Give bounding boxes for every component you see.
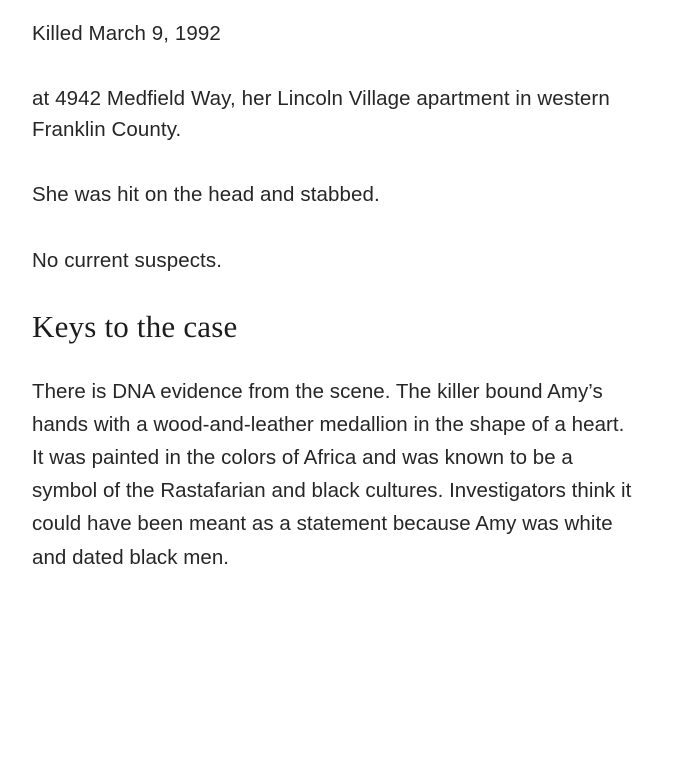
section-heading-keys-to-the-case: Keys to the case (32, 308, 238, 344)
paragraph-killed-date: Killed March 9, 1992 (32, 22, 221, 45)
paragraph-suspects: No current suspects. (32, 248, 222, 272)
paragraph-location: at 4942 Medfield Way, her Lincoln Village apartment in western Franklin County. (32, 87, 610, 142)
paragraph-cause-of-death: She was hit on the head and stabbed. (32, 183, 380, 207)
paragraph-case-details: There is DNA evidence from the scene. The killer bound Amy’s hands with a wood-and-leather medallion in the shape of a heart. It was painted in the colors of Africa and was known to be a symbol of the Rastafarian and black cultures. Investigators think it could have been meant as a statement because Amy was white and dated black men. (32, 379, 632, 569)
